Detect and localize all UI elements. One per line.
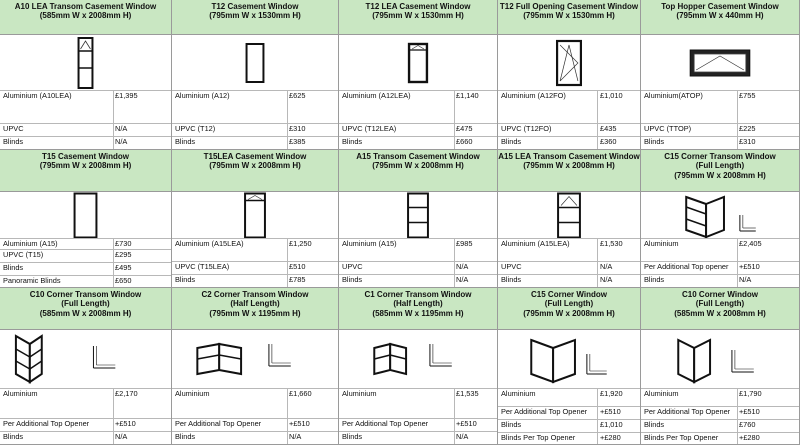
corner-transom-window-half-icon [172,330,338,389]
price-value: N/A [456,275,469,284]
column-divider [454,124,455,136]
product-title: T15LEA Casement Window [203,152,307,161]
product-dimensions-size: (585mm W x 2008mm H) [674,308,766,318]
price-value: £760 [739,420,756,429]
price-value: £785 [289,275,306,284]
column-divider [737,262,738,274]
price-value: £1,920 [600,389,623,398]
price-value: N/A [289,432,302,441]
price-row [641,123,799,136]
price-row [641,419,799,432]
price-value: £510 [289,262,306,271]
product-card [339,0,498,150]
price-row [641,90,799,123]
column-divider [454,419,455,431]
price-value: +£510 [456,419,477,428]
product-header [498,0,640,35]
price-row [172,90,338,123]
product-header [339,288,497,330]
corner-window-tall-icon [498,330,640,389]
price-table [498,90,640,149]
column-divider [113,276,114,287]
plain-casement-window-icon [172,35,338,91]
price-value: +£510 [600,407,621,416]
product-header [498,150,640,192]
price-value: £730 [115,239,132,248]
price-label: Aluminium (A12FO) [501,91,566,100]
product-header [641,0,799,35]
price-row [0,418,171,431]
product-header [0,288,171,330]
product-title: A15 LEA Transom Casement Window [498,152,640,161]
product-dimensions-size: (795mm W x 1195mm H) [209,308,301,318]
product-card [339,150,498,288]
column-divider [454,239,455,261]
price-value: +£510 [289,419,310,428]
product-card [498,0,641,150]
product-dimensions-size: (585mm W x 1195mm H) [372,308,464,318]
price-row [172,123,338,136]
product-dimensions: (795mm W x 1530mm H) [372,11,464,21]
price-value: £495 [115,263,132,272]
price-row [498,419,640,432]
price-row [641,261,799,274]
price-row [641,238,799,261]
product-header [339,150,497,192]
price-row [339,418,497,431]
price-row [498,274,640,287]
price-label: UPVC (TTOP) [644,124,692,133]
product-dimensions: (Full Length) [695,299,745,309]
price-label: Aluminium (A15LEA) [175,239,244,248]
column-divider [597,407,598,419]
price-label: Aluminium [644,239,679,248]
price-table [339,238,497,287]
column-divider [454,262,455,274]
price-row [641,136,799,149]
price-row [498,136,640,149]
price-label: Per Additional Top Opener [175,419,262,428]
column-divider [287,262,288,274]
price-value: £2,170 [115,389,138,398]
product-dimensions: (795mm W x 440mm H) [676,11,764,21]
product-dimensions: (Full Length) [544,299,594,309]
price-value: £650 [115,276,132,285]
product-header [172,288,338,330]
price-label: UPVC [342,262,363,271]
price-label: UPVC [3,124,24,133]
column-divider [737,407,738,419]
price-table [339,388,497,444]
price-row [0,249,171,262]
product-dimensions: (795mm W x 1530mm H) [209,11,301,21]
price-row [0,388,171,418]
product-dimensions: (Full Length) [61,299,110,309]
column-divider [737,124,738,136]
column-divider [113,91,114,123]
price-value: +£510 [739,407,760,416]
corner-transom-window-half-narrow-icon [339,330,497,389]
price-label: Blinds [175,137,196,146]
product-dimensions: (795mm W x 2008mm H) [372,161,464,171]
price-row [641,274,799,287]
price-row [0,136,171,149]
tall-transom-lea-window-icon [0,35,171,91]
price-label: Aluminium [3,389,38,398]
column-divider [113,419,114,431]
price-label: Blinds [3,263,24,272]
price-value: £1,660 [289,389,312,398]
price-row [172,274,338,287]
price-row [172,238,338,261]
price-label: Blinds [644,137,665,146]
price-label: Blinds Per Top Opener [644,433,719,442]
product-header [498,288,640,330]
price-label: UPVC (T15) [3,250,44,259]
price-value: £310 [739,137,756,146]
price-label: Blinds [644,275,665,284]
price-label: UPVC (T12FO) [501,124,552,133]
column-divider [454,91,455,123]
price-value: +£280 [600,433,621,442]
price-row [0,431,171,444]
corner-window-narrow-icon [641,330,799,389]
product-dimensions: (795mm W x 2008mm H) [39,161,132,171]
price-label: UPVC (T12) [175,124,216,133]
price-table [0,90,171,149]
price-row [498,261,640,274]
price-value: £1,535 [456,389,479,398]
column-divider [454,432,455,444]
price-row [339,90,497,123]
product-card [641,0,800,150]
price-label: Per Additional Top Opener [3,419,90,428]
column-divider [287,275,288,287]
top-hopper-window-icon [641,35,799,91]
price-table [498,238,640,287]
product-header [0,0,171,35]
product-title: A15 Transom Casement Window [356,152,480,161]
product-card [0,288,172,445]
column-divider [113,124,114,136]
price-label: Aluminium (A12LEA) [342,91,411,100]
price-label: Blinds [175,275,196,284]
product-title: C15 Corner Transom Window [664,152,776,161]
column-divider [113,250,114,262]
price-row [172,418,338,431]
product-header [0,150,171,192]
column-divider [287,239,288,261]
price-row [0,275,171,287]
price-row [498,123,640,136]
price-row [0,238,171,249]
price-row [498,90,640,123]
price-row [172,136,338,149]
corner-transom-window-tall-icon [641,192,799,239]
price-label: Blinds [342,432,363,441]
price-value: N/A [456,432,469,441]
price-value: N/A [115,124,128,133]
column-divider [737,420,738,432]
price-table [0,388,171,444]
product-card [641,288,800,445]
product-card [0,0,172,150]
price-label: Per Additional Top Opener [342,419,429,428]
price-value: £2,405 [739,239,762,248]
product-title: T12 LEA Casement Window [365,2,471,11]
price-table [172,90,338,149]
product-dimensions: (Half Length) [230,299,280,309]
price-table [498,388,640,444]
price-row [498,406,640,419]
price-value: £1,010 [600,420,623,429]
product-header [641,288,799,330]
price-row [172,261,338,274]
column-divider [287,389,288,418]
column-divider [597,420,598,432]
price-label: Blinds [501,137,522,146]
price-value: +£510 [739,262,760,271]
column-divider [113,239,114,249]
price-label: Aluminium (A15) [3,239,58,248]
price-label: Blinds [501,275,522,284]
price-row [339,431,497,444]
price-value: £295 [115,250,132,259]
price-row [172,388,338,418]
column-divider [737,239,738,261]
price-label: Per Additional Top Opener [501,407,588,416]
price-value: £660 [456,137,473,146]
price-row [339,388,497,418]
price-table [641,90,799,149]
price-row [641,406,799,419]
column-divider [597,262,598,274]
product-title: C10 Corner Transom Window [29,290,142,299]
price-label: Blinds Per Top Opener [501,433,576,442]
price-value: +£510 [115,419,136,428]
column-divider [597,91,598,123]
lea-casement-window-icon [339,35,497,91]
price-value: N/A [456,262,469,271]
price-label: Per Additional Top opener [644,262,729,271]
tall-transom-window-icon [339,192,497,239]
price-label: Blinds [501,420,522,429]
product-card [172,0,339,150]
product-header [172,0,338,35]
price-row [498,238,640,261]
tall-casement-window-icon [0,192,171,239]
price-label: Blinds [644,420,665,429]
product-title: C15 Corner Window [531,290,607,299]
price-value: N/A [600,275,613,284]
column-divider [597,137,598,149]
column-divider [113,432,114,444]
price-row [0,123,171,136]
column-divider [597,433,598,444]
product-title: T12 Casement Window [211,2,299,11]
price-table [641,388,799,444]
product-card [172,288,339,445]
price-row [172,431,338,444]
column-divider [737,275,738,287]
column-divider [597,239,598,261]
product-dimensions-size: (795mm W x 2008mm H) [523,308,615,318]
corner-transom-window-narrow-icon [0,330,171,389]
product-title: T12 Full Opening Casement Window [499,2,639,11]
price-value: £1,010 [600,91,623,100]
price-label: Aluminium [342,389,377,398]
price-value: £385 [289,137,306,146]
price-row [641,388,799,406]
product-dimensions-size: (795mm W x 2008mm H) [674,170,766,180]
price-value: £755 [739,91,756,100]
column-divider [287,91,288,123]
price-label: Panoramic Blinds [3,276,61,285]
tall-lea-casement-window-icon [172,192,338,239]
product-card [339,288,498,445]
price-label: Blinds [342,275,363,284]
price-value: N/A [115,137,128,146]
product-title: T15 Casement Window [41,152,130,161]
price-value: N/A [739,275,752,284]
price-value: £360 [600,137,617,146]
column-divider [737,91,738,123]
price-label: Blinds [342,137,363,146]
product-title: C10 Corner Window [682,290,758,299]
column-divider [597,275,598,287]
price-value: £225 [739,124,756,133]
price-value: £985 [456,239,473,248]
product-header [641,150,799,192]
column-divider [454,389,455,418]
column-divider [287,137,288,149]
column-divider [287,419,288,431]
column-divider [287,432,288,444]
price-label: Aluminium (A15LEA) [501,239,570,248]
product-dimensions: (795mm W x 1530mm H) [523,11,615,21]
price-row [498,388,640,406]
price-value: £310 [289,124,306,133]
price-row [339,136,497,149]
price-value: £1,140 [456,91,479,100]
product-dimensions: (Full Length) [695,161,745,171]
price-label: Aluminium [501,389,536,398]
column-divider [737,433,738,444]
price-label: Per Additional Top Opener [644,407,731,416]
column-divider [597,124,598,136]
product-dimensions: (795mm W x 2008mm H) [523,161,615,171]
price-label: Aluminium (A12) [175,91,230,100]
price-value: £1,790 [739,389,762,398]
price-table [172,238,338,287]
price-table [172,388,338,444]
product-title: C2 Corner Transom Window [201,290,309,299]
price-value: +£280 [739,433,760,442]
product-header [172,150,338,192]
price-value: £1,250 [289,239,312,248]
price-label: Aluminium (A15) [342,239,397,248]
full-opening-casement-window-icon [498,35,640,91]
product-card [498,288,641,445]
price-label: Blinds [3,137,24,146]
price-label: Aluminium [175,389,210,398]
column-divider [737,389,738,406]
price-label: Blinds [3,432,24,441]
price-label: Aluminium [644,389,679,398]
column-divider [113,137,114,149]
price-label: Aluminium (A10LEA) [3,91,72,100]
price-row [641,432,799,444]
product-dimensions: (585mm W x 2008mm H) [39,11,132,21]
price-row [339,123,497,136]
price-row [498,432,640,444]
column-divider [113,263,114,275]
product-card [641,150,800,288]
price-row [339,261,497,274]
price-table [0,238,171,287]
product-dimensions: (Half Length) [393,299,443,309]
product-title: A10 LEA Transom Casement Window [14,2,157,11]
price-label: Aluminium(ATOP) [644,91,703,100]
column-divider [287,124,288,136]
price-value: £1,395 [115,91,138,100]
price-label: UPVC (T12LEA) [342,124,397,133]
column-divider [113,389,114,418]
price-value: £435 [600,124,617,133]
price-row [339,274,497,287]
price-value: N/A [115,432,128,441]
column-divider [454,275,455,287]
product-title: C1 Corner Transom Window [364,290,472,299]
price-value: £625 [289,91,306,100]
price-row [0,262,171,275]
price-value: £1,530 [600,239,623,248]
product-header [339,0,497,35]
price-value: £475 [456,124,473,133]
column-divider [737,137,738,149]
column-divider [597,389,598,406]
price-row [0,90,171,123]
tall-lea-transom-window-icon [498,192,640,239]
price-label: UPVC [501,262,522,271]
price-row [339,238,497,261]
product-card [0,150,172,288]
product-dimensions-size: (585mm W x 2008mm H) [39,308,132,318]
price-label: UPVC (T15LEA) [175,262,230,271]
column-divider [454,137,455,149]
price-table [339,90,497,149]
product-card [172,150,339,288]
price-value: N/A [600,262,613,271]
product-dimensions: (795mm W x 2008mm H) [209,161,301,171]
product-card [498,150,641,288]
product-title: Top Hopper Casement Window [661,2,779,11]
price-table [641,238,799,287]
price-label: Blinds [175,432,196,441]
